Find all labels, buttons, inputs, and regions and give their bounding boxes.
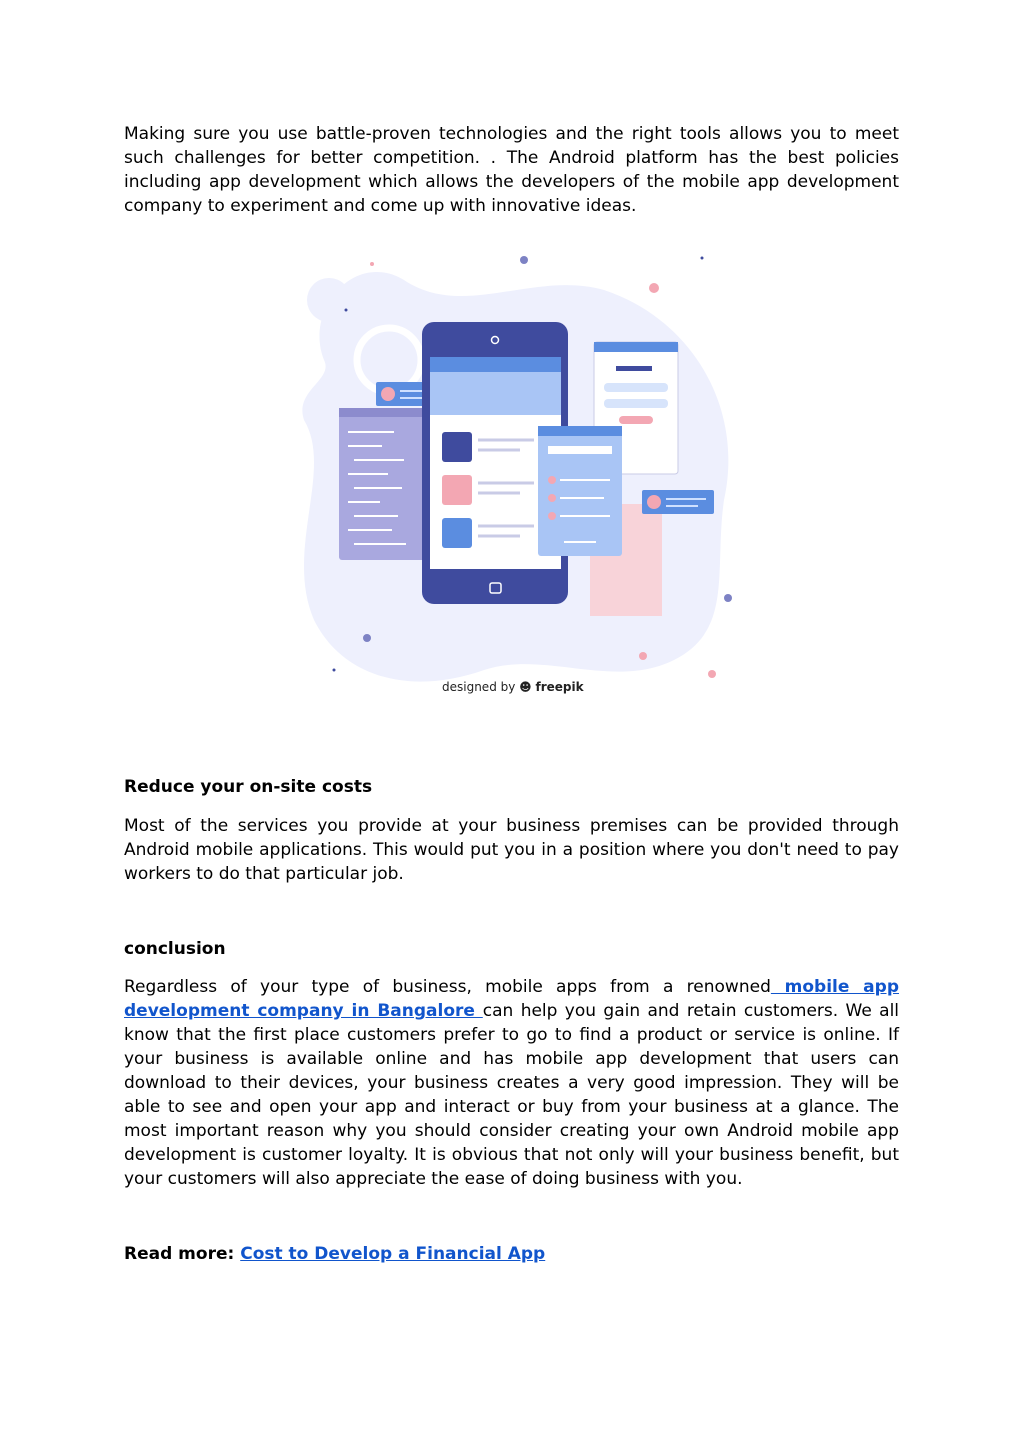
credit-prefix: designed by [442,680,516,694]
read-more-label: Read more: [124,1244,235,1264]
freepik-logo-icon: ☻ [519,680,532,694]
reduce-costs-paragraph: Most of the services you provide at your business premises can be provided through Android mobile applications. This would put you in a position where you don't need to pay workers to do that particular job. [124,816,899,884]
illustration-svg [284,250,744,710]
mobile-app-illustration [284,250,744,710]
heading-conclusion: conclusion [124,939,226,959]
conclusion-text-before: Regardless of your type of business, mobile apps from a renowned [124,977,771,997]
financial-app-cost-link[interactable]: Cost to Develop a Financial App [240,1244,546,1264]
read-more [124,1242,545,1266]
heading-reduce-costs: Reduce your on-site costs [124,777,373,797]
conclusion-paragraph [124,975,899,1191]
intro-paragraph: Making sure you use battle-proven technologies and the right tools allows you to meet such challenges for better competition. . The Android platform has the best policies including app development which allows the developers of the mobile app development company to experiment and come up with innovative ideas. [124,124,899,216]
credit-brand: freepik [535,680,584,694]
image-credit [442,680,584,694]
bangalore-app-company-link[interactable]: mobile app development company in Bangalore [124,977,899,1021]
conclusion-text-after: can help you gain and retain customers. We all know that the first place customers prefer to go to find a product or service is online. If your business is available online and has mobile app development that users can download to their devices, your business creates a very good impression. They will be able to see and open your app and interact or buy from your business at a glance. The most important reason why you should consider creating your own Android mobile app development is customer loyalty. It is obvious that not only will your business benefit, but your customers will also appreciate the ease of doing business with you. [124,1001,900,1189]
